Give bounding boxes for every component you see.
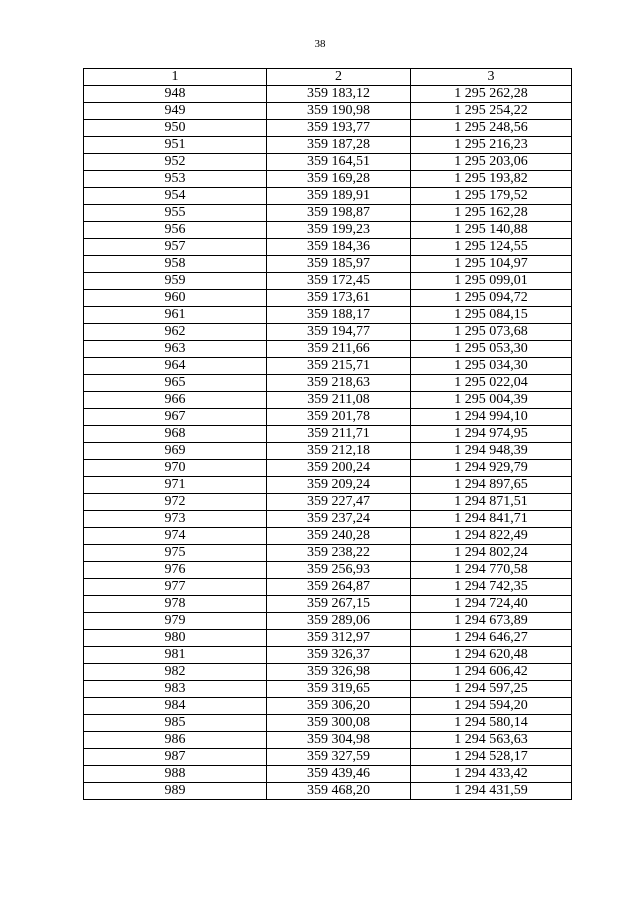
point-number-cell: 977 (84, 579, 267, 596)
table-row (84, 273, 572, 290)
x-coordinate-cell: 359 200,24 (267, 460, 411, 477)
y-coordinate-cell: 1 295 203,06 (411, 154, 572, 171)
y-coordinate-cell: 1 295 216,23 (411, 137, 572, 154)
y-coordinate-cell: 1 294 742,35 (411, 579, 572, 596)
y-coordinate-cell: 1 294 594,20 (411, 698, 572, 715)
table-row (84, 171, 572, 188)
y-coordinate-cell: 1 295 254,22 (411, 103, 572, 120)
y-coordinate-cell: 1 295 179,52 (411, 188, 572, 205)
point-number-cell: 965 (84, 375, 267, 392)
table-row (84, 137, 572, 154)
point-number-cell: 980 (84, 630, 267, 647)
x-coordinate-cell: 359 172,45 (267, 273, 411, 290)
point-number-cell: 950 (84, 120, 267, 137)
x-coordinate-cell: 359 212,18 (267, 443, 411, 460)
x-coordinate-cell: 359 184,36 (267, 239, 411, 256)
x-coordinate-cell: 359 468,20 (267, 783, 411, 800)
point-number-cell: 970 (84, 460, 267, 477)
table-body (84, 86, 572, 800)
y-coordinate-cell: 1 295 162,28 (411, 205, 572, 222)
x-coordinate-cell: 359 264,87 (267, 579, 411, 596)
y-coordinate-cell: 1 294 929,79 (411, 460, 572, 477)
x-coordinate-cell: 359 211,66 (267, 341, 411, 358)
table-row (84, 290, 572, 307)
table-row (84, 579, 572, 596)
y-coordinate-cell: 1 294 897,65 (411, 477, 572, 494)
table-row (84, 460, 572, 477)
x-coordinate-cell: 359 326,98 (267, 664, 411, 681)
y-coordinate-cell: 1 295 053,30 (411, 341, 572, 358)
table-row (84, 562, 572, 579)
table-row (84, 307, 572, 324)
point-number-cell: 981 (84, 647, 267, 664)
table-row (84, 596, 572, 613)
table-row (84, 647, 572, 664)
point-number-cell: 952 (84, 154, 267, 171)
table-row (84, 239, 572, 256)
table-row (84, 528, 572, 545)
x-coordinate-cell: 359 194,77 (267, 324, 411, 341)
point-number-cell: 975 (84, 545, 267, 562)
x-coordinate-cell: 359 190,98 (267, 103, 411, 120)
table-row (84, 477, 572, 494)
x-coordinate-cell: 359 306,20 (267, 698, 411, 715)
table-row (84, 494, 572, 511)
table-row (84, 120, 572, 137)
point-number-cell: 968 (84, 426, 267, 443)
point-number-cell: 988 (84, 766, 267, 783)
table-header-row (84, 69, 572, 86)
point-number-cell: 963 (84, 341, 267, 358)
x-coordinate-cell: 359 211,08 (267, 392, 411, 409)
y-coordinate-cell: 1 295 104,97 (411, 256, 572, 273)
y-coordinate-cell: 1 295 248,56 (411, 120, 572, 137)
x-coordinate-cell: 359 326,37 (267, 647, 411, 664)
x-coordinate-cell: 359 189,91 (267, 188, 411, 205)
y-coordinate-cell: 1 295 262,28 (411, 86, 572, 103)
y-coordinate-cell: 1 294 871,51 (411, 494, 572, 511)
point-number-cell: 969 (84, 443, 267, 460)
point-number-cell: 984 (84, 698, 267, 715)
table-row (84, 154, 572, 171)
x-coordinate-cell: 359 198,87 (267, 205, 411, 222)
x-coordinate-cell: 359 187,28 (267, 137, 411, 154)
point-number-cell: 971 (84, 477, 267, 494)
y-coordinate-cell: 1 295 084,15 (411, 307, 572, 324)
y-coordinate-cell: 1 294 431,59 (411, 783, 572, 800)
table-row (84, 375, 572, 392)
table-row (84, 613, 572, 630)
x-coordinate-cell: 359 319,65 (267, 681, 411, 698)
point-number-cell: 948 (84, 86, 267, 103)
point-number-cell: 983 (84, 681, 267, 698)
y-coordinate-cell: 1 295 073,68 (411, 324, 572, 341)
y-coordinate-cell: 1 295 193,82 (411, 171, 572, 188)
x-coordinate-cell: 359 439,46 (267, 766, 411, 783)
x-coordinate-cell: 359 164,51 (267, 154, 411, 171)
table-row (84, 715, 572, 732)
point-number-cell: 972 (84, 494, 267, 511)
x-coordinate-cell: 359 304,98 (267, 732, 411, 749)
table-row (84, 749, 572, 766)
x-coordinate-cell: 359 201,78 (267, 409, 411, 426)
x-coordinate-cell: 359 327,59 (267, 749, 411, 766)
table-row (84, 630, 572, 647)
y-coordinate-cell: 1 294 563,63 (411, 732, 572, 749)
x-coordinate-cell: 359 199,23 (267, 222, 411, 239)
x-coordinate-cell: 359 289,06 (267, 613, 411, 630)
table-row (84, 86, 572, 103)
table-row (84, 698, 572, 715)
y-coordinate-cell: 1 295 099,01 (411, 273, 572, 290)
y-coordinate-cell: 1 294 646,27 (411, 630, 572, 647)
column-header-3: 3 (411, 69, 572, 86)
y-coordinate-cell: 1 295 094,72 (411, 290, 572, 307)
table-row (84, 358, 572, 375)
point-number-cell: 987 (84, 749, 267, 766)
table-row (84, 664, 572, 681)
table-row (84, 392, 572, 409)
point-number-cell: 978 (84, 596, 267, 613)
x-coordinate-cell: 359 211,71 (267, 426, 411, 443)
x-coordinate-cell: 359 209,24 (267, 477, 411, 494)
coordinates-table (83, 68, 572, 800)
table-row (84, 783, 572, 800)
point-number-cell: 958 (84, 256, 267, 273)
point-number-cell: 954 (84, 188, 267, 205)
y-coordinate-cell: 1 294 948,39 (411, 443, 572, 460)
point-number-cell: 951 (84, 137, 267, 154)
page-number: 38 (314, 38, 326, 50)
y-coordinate-cell: 1 295 140,88 (411, 222, 572, 239)
x-coordinate-cell: 359 267,15 (267, 596, 411, 613)
y-coordinate-cell: 1 294 822,49 (411, 528, 572, 545)
y-coordinate-cell: 1 294 597,25 (411, 681, 572, 698)
y-coordinate-cell: 1 295 004,39 (411, 392, 572, 409)
y-coordinate-cell: 1 295 124,55 (411, 239, 572, 256)
x-coordinate-cell: 359 215,71 (267, 358, 411, 375)
point-number-cell: 966 (84, 392, 267, 409)
point-number-cell: 959 (84, 273, 267, 290)
x-coordinate-cell: 359 227,47 (267, 494, 411, 511)
y-coordinate-cell: 1 295 022,04 (411, 375, 572, 392)
y-coordinate-cell: 1 294 433,42 (411, 766, 572, 783)
point-number-cell: 964 (84, 358, 267, 375)
point-number-cell: 967 (84, 409, 267, 426)
point-number-cell: 956 (84, 222, 267, 239)
x-coordinate-cell: 359 237,24 (267, 511, 411, 528)
x-coordinate-cell: 359 169,28 (267, 171, 411, 188)
y-coordinate-cell: 1 294 724,40 (411, 596, 572, 613)
x-coordinate-cell: 359 238,22 (267, 545, 411, 562)
x-coordinate-cell: 359 188,17 (267, 307, 411, 324)
x-coordinate-cell: 359 300,08 (267, 715, 411, 732)
column-header-1: 1 (84, 69, 267, 86)
y-coordinate-cell: 1 295 034,30 (411, 358, 572, 375)
x-coordinate-cell: 359 173,61 (267, 290, 411, 307)
table-row (84, 222, 572, 239)
point-number-cell: 961 (84, 307, 267, 324)
x-coordinate-cell: 359 312,97 (267, 630, 411, 647)
table-row (84, 732, 572, 749)
table-row (84, 426, 572, 443)
point-number-cell: 949 (84, 103, 267, 120)
table-row (84, 188, 572, 205)
y-coordinate-cell: 1 294 580,14 (411, 715, 572, 732)
point-number-cell: 976 (84, 562, 267, 579)
y-coordinate-cell: 1 294 606,42 (411, 664, 572, 681)
table-row (84, 511, 572, 528)
point-number-cell: 960 (84, 290, 267, 307)
point-number-cell: 979 (84, 613, 267, 630)
point-number-cell: 974 (84, 528, 267, 545)
y-coordinate-cell: 1 294 673,89 (411, 613, 572, 630)
point-number-cell: 973 (84, 511, 267, 528)
table-row (84, 256, 572, 273)
table-row (84, 443, 572, 460)
table-row (84, 103, 572, 120)
x-coordinate-cell: 359 256,93 (267, 562, 411, 579)
table-row (84, 341, 572, 358)
x-coordinate-cell: 359 193,77 (267, 120, 411, 137)
table-row (84, 766, 572, 783)
table-row (84, 205, 572, 222)
x-coordinate-cell: 359 240,28 (267, 528, 411, 545)
y-coordinate-cell: 1 294 841,71 (411, 511, 572, 528)
y-coordinate-cell: 1 294 994,10 (411, 409, 572, 426)
point-number-cell: 986 (84, 732, 267, 749)
x-coordinate-cell: 359 185,97 (267, 256, 411, 273)
y-coordinate-cell: 1 294 620,48 (411, 647, 572, 664)
point-number-cell: 982 (84, 664, 267, 681)
point-number-cell: 953 (84, 171, 267, 188)
y-coordinate-cell: 1 294 974,95 (411, 426, 572, 443)
y-coordinate-cell: 1 294 802,24 (411, 545, 572, 562)
point-number-cell: 955 (84, 205, 267, 222)
y-coordinate-cell: 1 294 770,58 (411, 562, 572, 579)
point-number-cell: 957 (84, 239, 267, 256)
table-row (84, 409, 572, 426)
y-coordinate-cell: 1 294 528,17 (411, 749, 572, 766)
table-row (84, 324, 572, 341)
point-number-cell: 985 (84, 715, 267, 732)
table-row (84, 545, 572, 562)
x-coordinate-cell: 359 183,12 (267, 86, 411, 103)
column-header-2: 2 (267, 69, 411, 86)
point-number-cell: 989 (84, 783, 267, 800)
table-row (84, 681, 572, 698)
point-number-cell: 962 (84, 324, 267, 341)
x-coordinate-cell: 359 218,63 (267, 375, 411, 392)
